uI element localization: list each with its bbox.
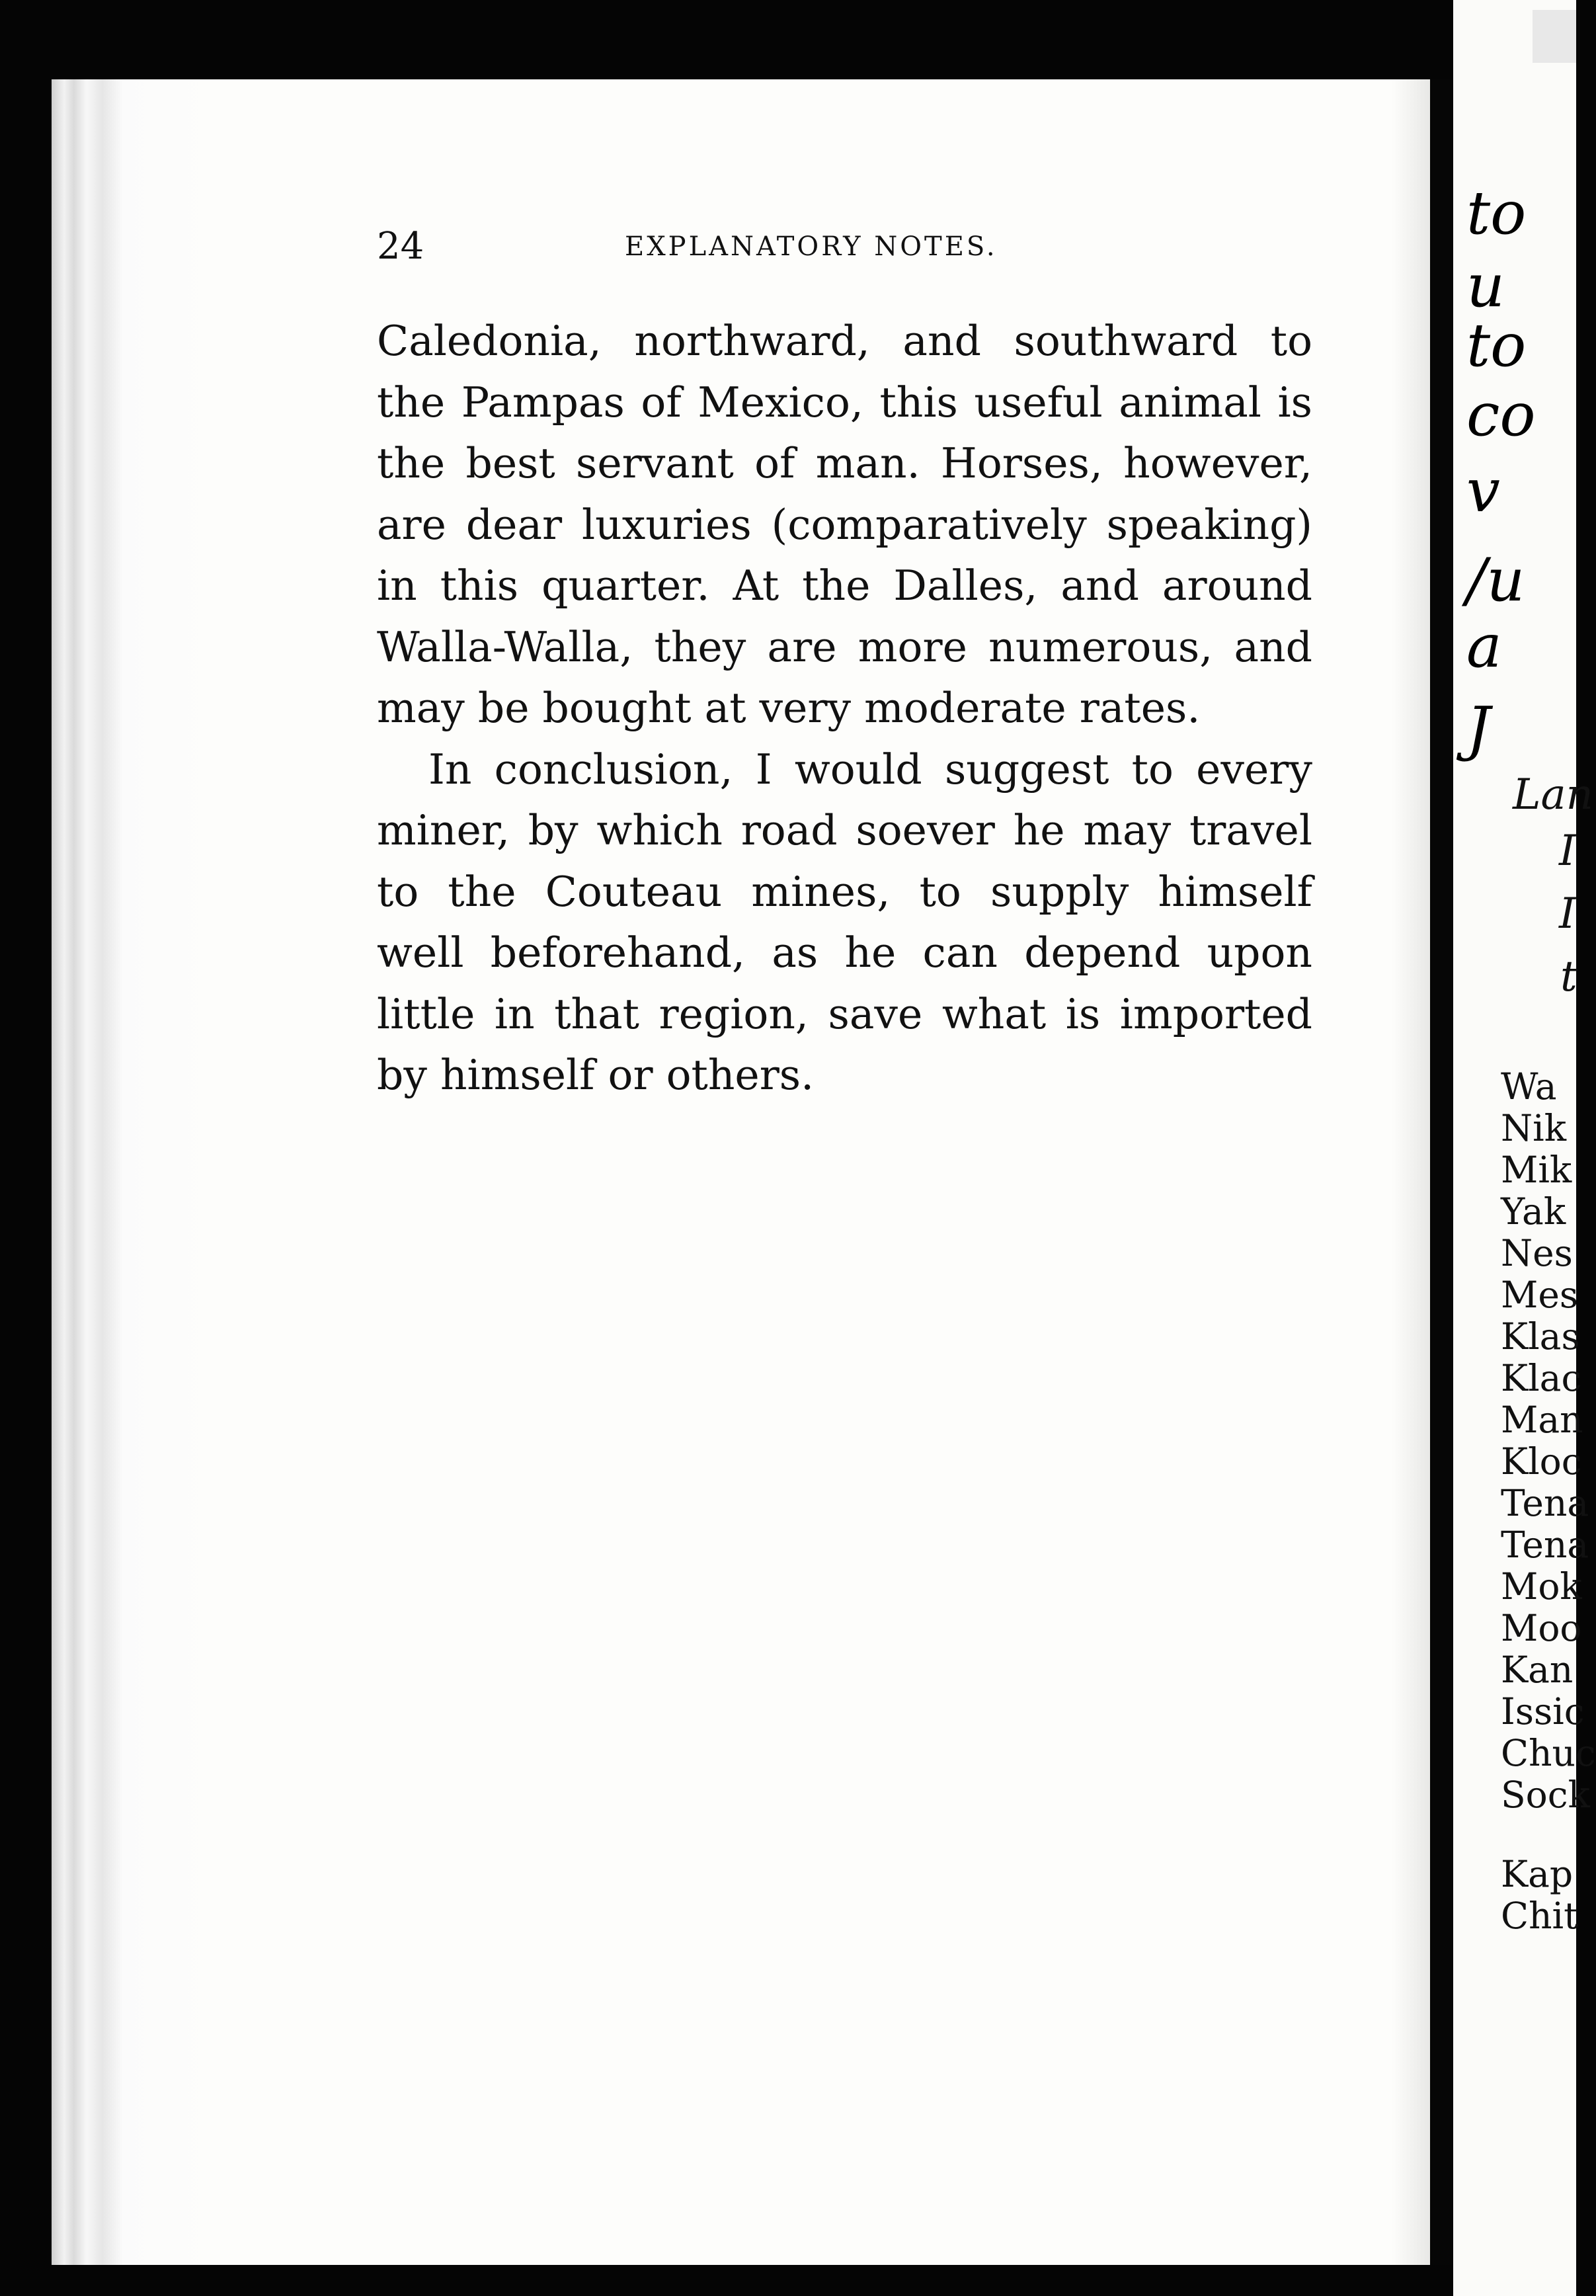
- list-item: Yak: [1501, 1190, 1566, 1233]
- list-item: Mik: [1501, 1149, 1572, 1191]
- gutter-shadow: [1392, 79, 1430, 2265]
- page-header: [377, 225, 1312, 278]
- list-item: Mok: [1501, 1565, 1582, 1608]
- handwriting-fragment: v: [1466, 456, 1500, 526]
- handwriting-fragment: to: [1466, 311, 1527, 380]
- list-item: Kan: [1501, 1649, 1574, 1691]
- list-item: Tena: [1501, 1482, 1589, 1524]
- vocabulary-list-2: [1501, 1854, 1578, 1937]
- list-item: Klac: [1501, 1357, 1582, 1399]
- page-stack-edge: [52, 79, 210, 2265]
- handwriting-fragment: J: [1466, 694, 1491, 764]
- list-item: Kloc: [1501, 1440, 1582, 1483]
- list-item: Kap: [1501, 1853, 1574, 1895]
- italic-line: Lan: [1513, 770, 1593, 819]
- body-text: [377, 311, 1312, 1106]
- list-item: Chuc: [1501, 1732, 1596, 1774]
- book-gutter: [1430, 79, 1453, 2265]
- handwriting-fragment: /u: [1466, 546, 1525, 615]
- paragraph-2: In conclusion, I would suggest to every miner, by which road soever he may travel to the Couteau mines, to supply himself well beforehand, as he can depend upon little in that region, save what is imported by himself or others.: [377, 745, 1312, 1099]
- italic-line: I: [1559, 827, 1576, 876]
- paragraph-1: Caledonia, northward, and southward to the Pampas of Mexico, this useful animal is the best servant of man. Horses, however, are dear luxuries (comparatively speaking) in this quarter. At the Dalles, and around Walla-Walla, they are more numerous, and may be bought at very moderate rates.: [377, 317, 1312, 732]
- list-item: Nes: [1501, 1232, 1573, 1274]
- list-item: Chit: [1501, 1895, 1579, 1937]
- page-tab: [1533, 10, 1576, 63]
- handwriting-fragment: to: [1466, 179, 1527, 248]
- list-item: Wa: [1501, 1065, 1557, 1108]
- list-item: Tena: [1501, 1524, 1589, 1566]
- list-item: Sock: [1501, 1774, 1590, 1816]
- list-item: Man: [1501, 1399, 1583, 1441]
- italic-line: t: [1560, 952, 1577, 1001]
- handwriting-fragment: co: [1466, 380, 1536, 450]
- italic-line: I: [1559, 889, 1576, 938]
- list-item: Mes: [1501, 1274, 1579, 1316]
- right-book-page: [1453, 0, 1596, 2296]
- handwriting-fragment: u: [1466, 251, 1505, 321]
- vocabulary-list: [1501, 1066, 1596, 1816]
- running-head: EXPLANATORY NOTES.: [625, 231, 998, 262]
- list-item: Issic: [1501, 1690, 1585, 1733]
- list-item: Klas: [1501, 1315, 1580, 1358]
- list-item: Moo: [1501, 1607, 1582, 1649]
- handwriting-fragment: a: [1466, 612, 1502, 681]
- page-number: 24: [377, 225, 424, 268]
- list-item: Nik: [1501, 1107, 1567, 1149]
